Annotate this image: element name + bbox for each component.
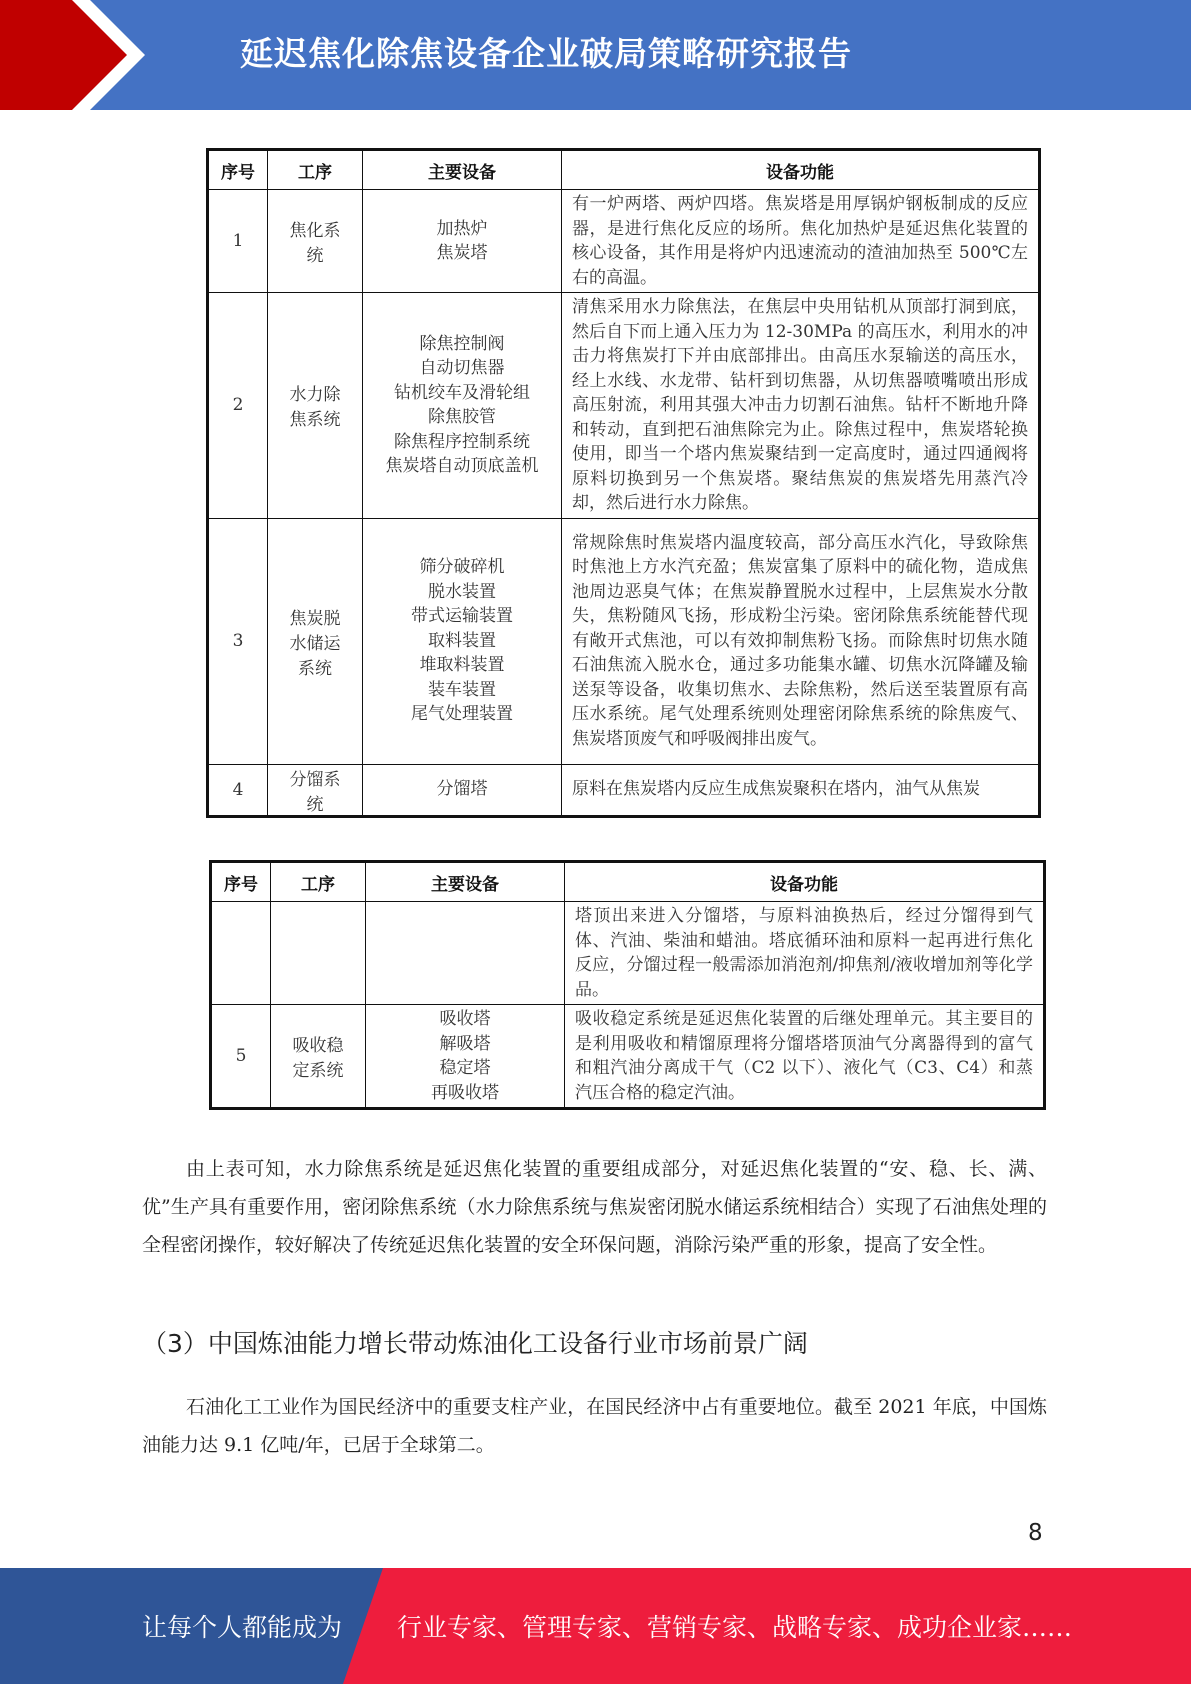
equipment-item: 分馏塔	[436, 779, 488, 800]
row-equipment-cell	[366, 1005, 565, 1109]
row-function-cell: 原料在焦炭塔内反应生成焦炭聚积在塔内，油气从焦炭	[562, 764, 1040, 816]
equipment-item: 除焦程序控制系统	[394, 431, 530, 452]
equipment-item: 稳定塔	[439, 1058, 491, 1078]
row-function-cell: 塔顶出来进入分馏塔，与原料油换热后，经过分馏得到气体、汽油、柴油和蜡油。塔底循环油和原料一起再进行焦化反应，分馏过程一般需添加消泡剂/抑焦剂/液收增加剂等化学品。	[565, 902, 1045, 1005]
page-footer	[0, 1568, 1191, 1684]
row-process-cell: 水力除焦系统	[268, 293, 363, 519]
section-heading: （3）中国炼油能力增长带动炼油化工设备行业市场前景广阔	[142, 1329, 808, 1358]
row-equipment-cell	[366, 902, 565, 1005]
equipment-item: 尾气处理装置	[411, 704, 513, 725]
table-header-row	[211, 862, 1045, 902]
row-seq-cell: 4	[208, 764, 268, 816]
row-function-cell: 常规除焦时焦炭塔内温度较高，部分高压水汽化，导致除焦时焦池上方水汽充盈；焦炭富集了原料中的硫化物，造成焦池周边恶臭气体；在焦炭静置脱水过程中，上层焦炭水分散失，焦粉随风飞扬，形成粉尘污染。密闭除焦系统能替代现有敞开式焦池，可以有效抑制焦粉飞扬。而除焦时切焦水随石油焦流入脱水仓，通过多功能集水罐、切焦水沉降罐及输送泵等设备，收集切焦水、去除焦粉，然后送至装置原有高压水系统。尾气处理系统则处理密闭除焦系统的除焦废气、焦炭塔顶废气和呼吸阀排出废气。	[562, 518, 1040, 764]
column-header-equipment: 主要设备	[363, 150, 562, 190]
equipment-item: 除焦控制阀	[419, 333, 505, 354]
footer-slogan-left: 让每个人都能成为	[142, 1613, 343, 1642]
page-number: 8	[1028, 1520, 1043, 1546]
equipment-item: 筛分破碎机	[419, 557, 505, 578]
equipment-item: 解吸塔	[439, 1033, 491, 1054]
row-equipment-cell	[363, 518, 562, 764]
footer-slogan-right: 行业专家、管理专家、营销专家、战略专家、成功企业家……	[397, 1613, 1073, 1642]
table-row	[211, 902, 1045, 1005]
row-seq-cell: 1	[208, 190, 268, 293]
column-header-process: 工序	[268, 150, 363, 190]
row-function-cell: 吸收稳定系统是延迟焦化装置的后继处理单元。其主要目的是利用吸收和精馏原理将分馏塔塔顶油气分离器得到的富气和粗汽油分离成干气（C2 以下）、液化气（C3、C4）和蒸汽压合格的稳定汽油。	[565, 1005, 1045, 1109]
equipment-item: 带式运输装置	[411, 606, 513, 627]
equipment-item: 焦炭塔自动顶底盖机	[385, 456, 539, 477]
equipment-item: 再吸收塔	[431, 1082, 499, 1103]
equipment-item: 除焦胶管	[428, 407, 496, 428]
column-header-process: 工序	[271, 862, 366, 902]
row-process-cell: 分馏系统	[268, 764, 363, 816]
row-equipment-cell	[363, 293, 562, 519]
table-row	[208, 190, 1040, 293]
body-paragraph-1: 由上表可知，水力除焦系统是延迟焦化装置的重要组成部分，对延迟焦化装置的“安、稳、长、满、优”生产具有重要作用，密闭除焦系统（水力除焦系统与焦炭密闭脱水储运系统相结合）实现了石油焦处理的全程密闭操作，较好解决了传统延迟焦化装置的安全环保问题，消除污染严重的形象，提高了安全性。	[142, 1158, 1047, 1256]
row-process-cell	[271, 902, 366, 1005]
row-equipment-cell	[363, 764, 562, 816]
equipment-item: 加热炉	[436, 218, 488, 239]
row-seq-cell	[211, 902, 271, 1005]
row-seq-cell: 3	[208, 518, 268, 764]
table-row	[211, 1005, 1045, 1109]
row-process-cell: 焦化系统	[268, 190, 363, 293]
column-header-function: 设备功能	[565, 862, 1045, 902]
equipment-table-2	[209, 860, 1046, 1110]
row-equipment-cell	[363, 190, 562, 293]
row-seq-cell: 2	[208, 293, 268, 519]
body-paragraph-2: 石油化工工业作为国民经济中的重要支柱产业，在国民经济中占有重要地位。截至 2021 年底，中国炼油能力达 9.1 亿吨/年，已居于全球第二。	[142, 1396, 1047, 1456]
equipment-item: 焦炭塔	[436, 243, 488, 263]
equipment-item: 堆取料装置	[419, 655, 505, 676]
column-header-function: 设备功能	[562, 150, 1040, 190]
column-header-seq: 序号	[208, 150, 268, 190]
equipment-table-1	[206, 148, 1041, 818]
column-header-equipment: 主要设备	[366, 862, 565, 902]
table-row	[208, 518, 1040, 764]
equipment-item: 装车装置	[428, 679, 496, 700]
row-seq-cell: 5	[211, 1005, 271, 1109]
equipment-item: 取料装置	[428, 630, 496, 651]
table-header-row	[208, 150, 1040, 190]
row-function-cell: 有一炉两塔、两炉四塔。焦炭塔是用厚锅炉钢板制成的反应器，是进行焦化反应的场所。焦化加热炉是延迟焦化装置的核心设备，其作用是将炉内迅速流动的渣油加热至 500℃左右的高温。	[562, 190, 1040, 293]
equipment-item: 自动切焦器	[419, 358, 505, 379]
report-title: 延迟焦化除焦设备企业破局策略研究报告	[240, 34, 852, 73]
column-header-seq: 序号	[211, 862, 271, 902]
header-arrow-decoration	[0, 0, 160, 110]
table-row	[208, 293, 1040, 519]
equipment-item: 吸收塔	[439, 1009, 491, 1029]
row-function-cell: 清焦采用水力除焦法，在焦层中央用钻机从顶部打洞到底，然后自下而上通入压力为 12-30MPa 的高压水，利用水的冲击力将焦炭打下并由底部排出。由高压水泵输送的高压水，经上水线、水龙带、钻杆到切焦器，从切焦器喷嘴喷出形成高压射流，利用其强大冲击力切割石油焦。钻杆不断地升降和转动，直到把石油焦除完为止。除焦过程中，焦炭塔轮换使用，即当一个塔内焦炭聚结到一定高度时，通过四通阀将原料切换到另一个焦炭塔。聚结焦炭的焦炭塔先用蒸汽冷却，然后进行水力除焦。	[562, 293, 1040, 519]
row-process-cell: 焦炭脱水储运系统	[268, 518, 363, 764]
row-process-cell: 吸收稳定系统	[271, 1005, 366, 1109]
table-row	[208, 764, 1040, 816]
equipment-item: 脱水装置	[428, 581, 496, 602]
equipment-item: 钻机绞车及滑轮组	[394, 382, 530, 403]
page-header	[0, 0, 1191, 110]
